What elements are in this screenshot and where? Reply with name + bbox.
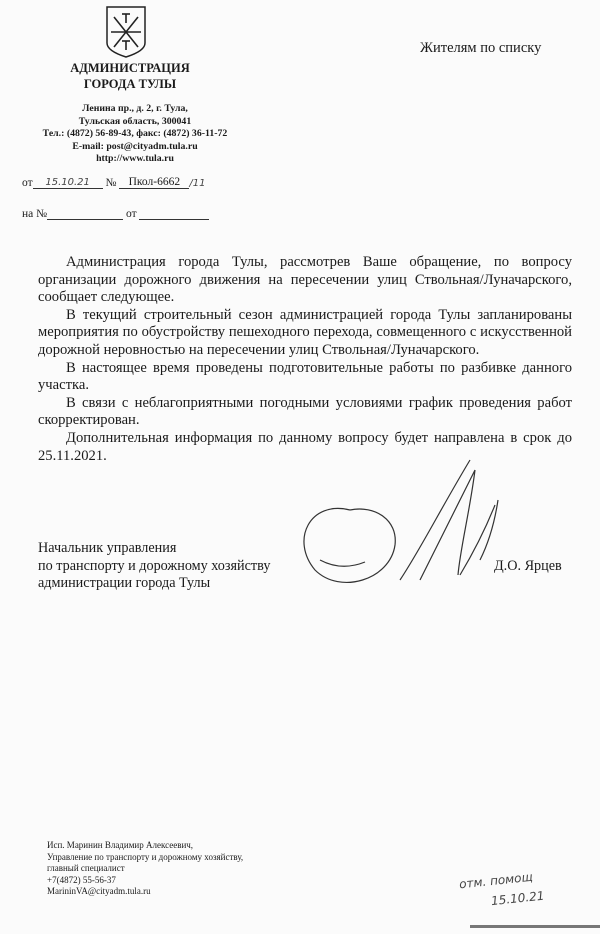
registration-date: 15.10.21	[33, 177, 103, 189]
ref-label: на №	[22, 208, 48, 220]
from-label: от	[22, 177, 33, 189]
reference-line	[22, 208, 209, 220]
executor-phone: +7(4872) 55-56-37	[47, 874, 116, 885]
addressee: Жителям по списку	[420, 40, 542, 56]
number-suffix: /11	[189, 178, 206, 189]
address-line-2: Тульская область, 300041	[78, 115, 192, 127]
executor-info	[47, 840, 243, 898]
address-line-1: Ленина пр., д. 2, г. Тула,	[82, 103, 188, 114]
paragraph: Дополнительная информация по данному вопросу будет направлена в срок до 25.11.2021.	[38, 429, 572, 464]
ref-from-label: от	[125, 208, 137, 220]
handwritten-note-line-2: 15.10.21	[490, 888, 545, 909]
scan-edge	[470, 925, 600, 928]
organization-name	[30, 60, 230, 92]
paragraph: В настоящее время проведены подготовительные работы по разбивке данного участка.	[38, 359, 572, 394]
number-label: №	[105, 177, 117, 189]
paragraph: В текущий строительный сезон администрацией города Тулы запланированы мероприятия по обустройству пешеходного перехода, совмещенного с искусственной дорожной неровностью на пересечении улиц Ствольная/Луначарского.	[38, 306, 572, 358]
email: E-mail: post@cityadm.tula.ru	[72, 140, 198, 152]
executor-position: главный специалист	[47, 863, 125, 874]
coat-of-arms-logo	[105, 5, 147, 59]
organization-contacts	[0, 103, 270, 166]
executor-name: Исп. Маринин Владимир Алексеевич,	[47, 840, 194, 850]
website: http://www.tula.ru	[96, 153, 174, 165]
letter-body	[38, 254, 572, 465]
signatory-name: Д.О. Ярцев	[494, 558, 562, 574]
paragraph: Администрация города Тулы, рассмотрев Ваше обращение, по вопросу организации дорожного движения на пересечении улиц Ствольная/Луначарского, сообщает следующее.	[38, 254, 572, 306]
signatory-title-2: по транспорту и дорожному хозяйству	[38, 557, 271, 574]
handwritten-note-line-1: отм. помощ	[458, 869, 534, 892]
signatory-title-3: администрации города Тулы	[38, 575, 211, 592]
registration-line	[22, 176, 205, 189]
handwritten-signature	[280, 450, 520, 600]
org-line-1: АДМИНИСТРАЦИЯ	[70, 61, 190, 75]
registration-number: Пкол-6662	[119, 176, 189, 189]
phones: Тел.: (4872) 56-89-43, факс: (4872) 36-11-72	[42, 128, 228, 140]
signatory-title	[38, 540, 270, 593]
executor-email: MarininVA@cityadm.tula.ru	[47, 886, 151, 897]
handwritten-note	[458, 866, 545, 915]
org-line-2: ГОРОДА ТУЛЫ	[83, 77, 177, 91]
paragraph: В связи с неблагоприятными погодными условиями график проведения работ скорректирован.	[38, 394, 572, 429]
signatory-title-1: Начальник управления	[38, 540, 177, 556]
executor-department: Управление по транспорту и дорожному хозяйству,	[47, 851, 244, 862]
